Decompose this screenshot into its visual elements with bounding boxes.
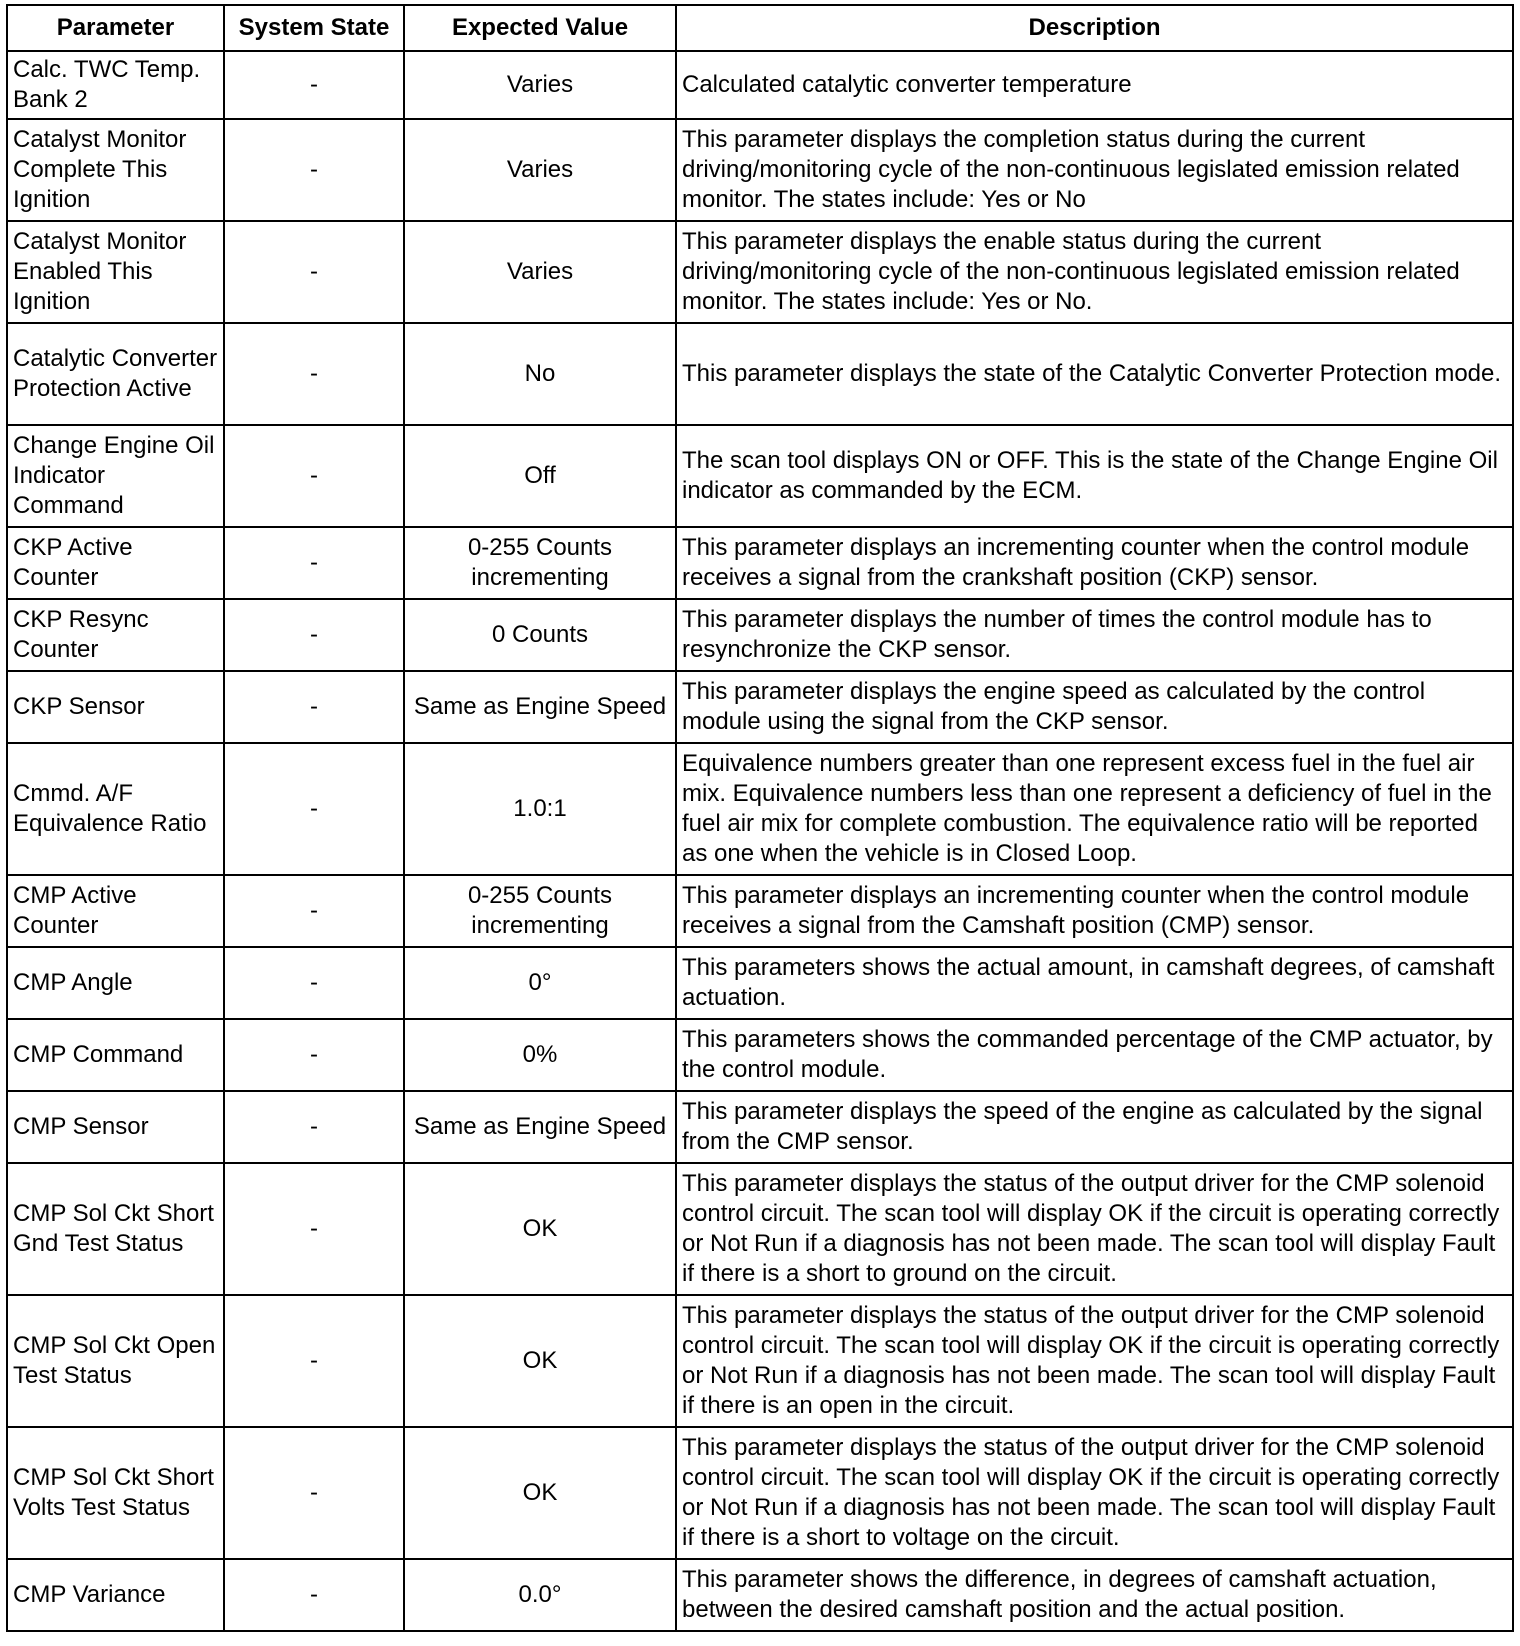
cell-system-state: - xyxy=(224,1019,404,1091)
table-row xyxy=(7,1295,1513,1427)
cell-system-state: - xyxy=(224,425,404,527)
cell-parameter: Cmmd. A/F Equivalence Ratio xyxy=(7,743,224,875)
cell-parameter: CMP Sol Ckt Open Test Status xyxy=(7,1295,224,1427)
cell-system-state: - xyxy=(224,527,404,599)
cell-system-state: - xyxy=(224,323,404,425)
cell-expected-value: OK xyxy=(404,1427,676,1559)
table-row xyxy=(7,1427,1513,1559)
cell-parameter: CMP Active Counter xyxy=(7,875,224,947)
cell-parameter: CKP Resync Counter xyxy=(7,599,224,671)
cell-parameter: Catalyst Monitor Complete This Ignition xyxy=(7,119,224,221)
cell-description: This parameter shows the difference, in degrees of camshaft actuation, between the desired camshaft position and the actual position. xyxy=(676,1559,1513,1631)
cell-system-state: - xyxy=(224,1427,404,1559)
cell-description: This parameters shows the commanded percentage of the CMP actuator, by the control module. xyxy=(676,1019,1513,1091)
parameter-table-container xyxy=(6,4,1512,1632)
table-row xyxy=(7,1559,1513,1631)
cell-parameter: CMP Angle xyxy=(7,947,224,1019)
cell-expected-value: Varies xyxy=(404,221,676,323)
cell-description: Equivalence numbers greater than one represent excess fuel in the fuel air mix. Equivalence numbers less than one represent a deficiency of fuel in the fuel air mix for complete combustion. The equivalence ratio will be reported as one when the vehicle is in Closed Loop. xyxy=(676,743,1513,875)
cell-parameter: CKP Active Counter xyxy=(7,527,224,599)
header-expected-value: Expected Value xyxy=(404,5,676,51)
table-header-row xyxy=(7,5,1513,51)
table-row xyxy=(7,743,1513,875)
header-description: Description xyxy=(676,5,1513,51)
cell-parameter: Change Engine Oil Indicator Command xyxy=(7,425,224,527)
table-row xyxy=(7,1163,1513,1295)
cell-system-state: - xyxy=(224,947,404,1019)
cell-expected-value: 0.0° xyxy=(404,1559,676,1631)
parameter-table xyxy=(6,4,1514,1632)
cell-description: This parameter displays the status of the output driver for the CMP solenoid control circuit. The scan tool will display OK if the circuit is operating correctly or Not Run if a diagnosis has not been made. The scan tool will display Fault if there is a short to voltage on the circuit. xyxy=(676,1427,1513,1559)
cell-expected-value: Same as Engine Speed xyxy=(404,1091,676,1163)
table-row xyxy=(7,51,1513,119)
table-row xyxy=(7,1019,1513,1091)
cell-description: This parameter displays the status of the output driver for the CMP solenoid control circuit. The scan tool will display OK if the circuit is operating correctly or Not Run if a diagnosis has not been made. The scan tool will display Fault if there is a short to ground on the circuit. xyxy=(676,1163,1513,1295)
cell-system-state: - xyxy=(224,875,404,947)
table-row xyxy=(7,671,1513,743)
cell-parameter: CMP Command xyxy=(7,1019,224,1091)
cell-expected-value: 0° xyxy=(404,947,676,1019)
cell-description: This parameter displays the status of the output driver for the CMP solenoid control circuit. The scan tool will display OK if the circuit is operating correctly or Not Run if a diagnosis has not been made. The scan tool will display Fault if there is an open in the circuit. xyxy=(676,1295,1513,1427)
cell-parameter: Catalytic Converter Protection Active xyxy=(7,323,224,425)
cell-system-state: - xyxy=(224,119,404,221)
table-row xyxy=(7,1091,1513,1163)
header-parameter: Parameter xyxy=(7,5,224,51)
cell-expected-value: 0-255 Counts incrementing xyxy=(404,527,676,599)
cell-system-state: - xyxy=(224,1163,404,1295)
cell-expected-value: Varies xyxy=(404,51,676,119)
cell-system-state: - xyxy=(224,671,404,743)
table-body xyxy=(7,51,1513,1631)
cell-description: Calculated catalytic converter temperature xyxy=(676,51,1513,119)
cell-description: This parameter displays the speed of the engine as calculated by the signal from the CMP sensor. xyxy=(676,1091,1513,1163)
cell-expected-value: OK xyxy=(404,1295,676,1427)
cell-system-state: - xyxy=(224,1559,404,1631)
cell-expected-value: OK xyxy=(404,1163,676,1295)
cell-description: This parameter displays the enable status during the current driving/monitoring cycle of the non-continuous legislated emission related monitor. The states include: Yes or No. xyxy=(676,221,1513,323)
cell-description: The scan tool displays ON or OFF. This is the state of the Change Engine Oil indicator as commanded by the ECM. xyxy=(676,425,1513,527)
cell-system-state: - xyxy=(224,743,404,875)
cell-description: This parameter displays the engine speed as calculated by the control module using the signal from the CKP sensor. xyxy=(676,671,1513,743)
table-row xyxy=(7,323,1513,425)
cell-parameter: Calc. TWC Temp. Bank 2 xyxy=(7,51,224,119)
cell-description: This parameter displays the number of times the control module has to resynchronize the CKP sensor. xyxy=(676,599,1513,671)
cell-system-state: - xyxy=(224,221,404,323)
cell-expected-value: 0% xyxy=(404,1019,676,1091)
cell-parameter: Catalyst Monitor Enabled This Ignition xyxy=(7,221,224,323)
table-row xyxy=(7,221,1513,323)
cell-parameter: CMP Sensor xyxy=(7,1091,224,1163)
cell-expected-value: Varies xyxy=(404,119,676,221)
table-row xyxy=(7,947,1513,1019)
cell-description: This parameter displays an incrementing counter when the control module receives a signal from the Camshaft position (CMP) sensor. xyxy=(676,875,1513,947)
cell-expected-value: Same as Engine Speed xyxy=(404,671,676,743)
cell-description: This parameter displays the state of the Catalytic Converter Protection mode. xyxy=(676,323,1513,425)
table-row xyxy=(7,119,1513,221)
cell-parameter: CMP Variance xyxy=(7,1559,224,1631)
cell-description: This parameter displays an incrementing counter when the control module receives a signal from the crankshaft position (CKP) sensor. xyxy=(676,527,1513,599)
cell-system-state: - xyxy=(224,1295,404,1427)
cell-parameter: CMP Sol Ckt Short Volts Test Status xyxy=(7,1427,224,1559)
cell-description: This parameters shows the actual amount, in camshaft degrees, of camshaft actuation. xyxy=(676,947,1513,1019)
cell-system-state: - xyxy=(224,599,404,671)
cell-system-state: - xyxy=(224,1091,404,1163)
table-row xyxy=(7,527,1513,599)
cell-description: This parameter displays the completion status during the current driving/monitoring cycle of the non-continuous legislated emission related monitor. The states include: Yes or No xyxy=(676,119,1513,221)
cell-expected-value: Off xyxy=(404,425,676,527)
table-row xyxy=(7,875,1513,947)
cell-expected-value: 0 Counts xyxy=(404,599,676,671)
cell-expected-value: 1.0:1 xyxy=(404,743,676,875)
table-row xyxy=(7,425,1513,527)
header-system-state: System State xyxy=(224,5,404,51)
cell-system-state: - xyxy=(224,51,404,119)
cell-expected-value: 0-255 Counts incrementing xyxy=(404,875,676,947)
cell-parameter: CKP Sensor xyxy=(7,671,224,743)
cell-expected-value: No xyxy=(404,323,676,425)
table-row xyxy=(7,599,1513,671)
cell-parameter: CMP Sol Ckt Short Gnd Test Status xyxy=(7,1163,224,1295)
